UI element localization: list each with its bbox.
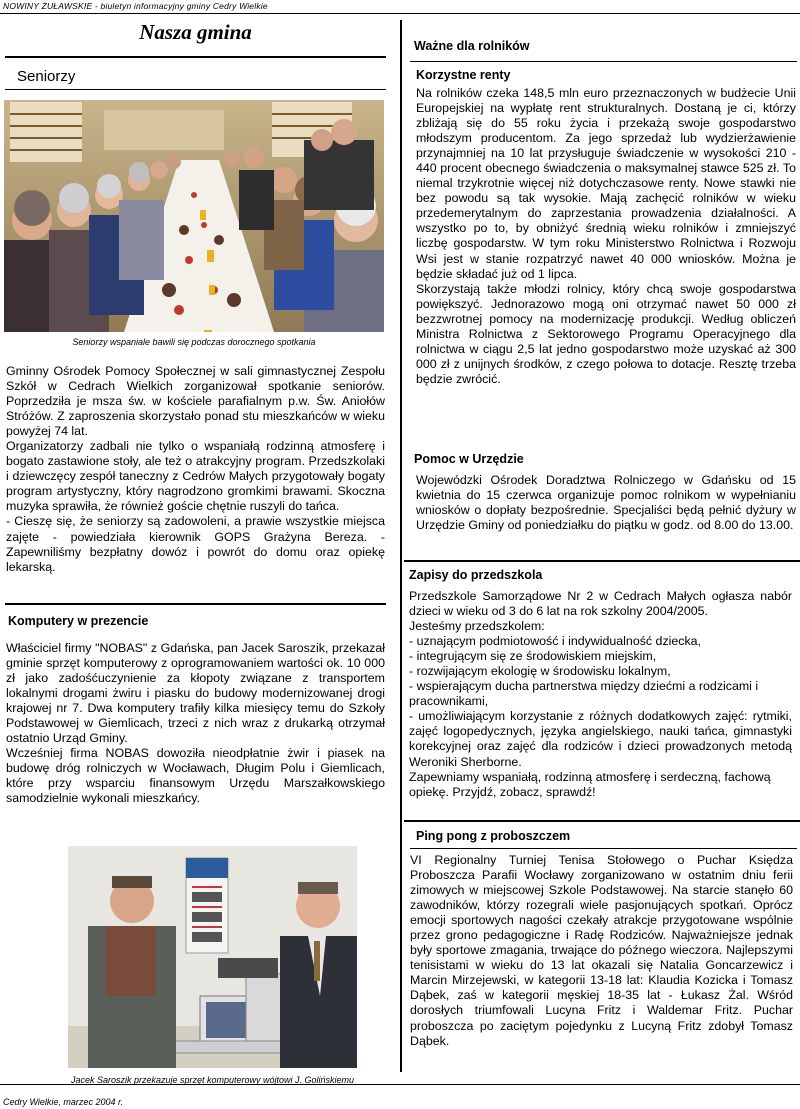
list-item: - wspierającym ducha partnerstwa między dziećmi a rodzicami i pracownikami, bbox=[409, 679, 759, 709]
article-pingpong bbox=[410, 853, 793, 1049]
section-rule-komputery bbox=[5, 603, 386, 605]
section-rule-zapisy bbox=[404, 560, 800, 562]
section-rule-pingpong bbox=[404, 820, 800, 822]
article-zapisy bbox=[409, 589, 792, 800]
heading-underline-pingpong bbox=[410, 848, 797, 849]
heading-ping-pong: Ping pong z proboszczem bbox=[416, 829, 571, 843]
header-rule bbox=[0, 13, 800, 14]
column-divider bbox=[400, 20, 402, 1072]
paragraph: Organizatorzy zadbali nie tylko o wspaniałą rodzinną atmosferę i bogato zastawione stoły, ale też o atrakcyjny program. Przedszkolaki i dziewczęcy zespół taneczny z Cedrów Małych przygotowały bogaty program artystyczny, który nagrodzono gromkimi brawami. Skoczna muzyka sprawiła, że również goście chętnie ruszyli do tańca. bbox=[6, 439, 385, 514]
heading-korzystne-renty: Korzystne renty bbox=[416, 68, 511, 82]
newsletter-header: NOWINY ŻUŁAWSKIE - biuletyn informacyjny gminy Cedry Wielkie bbox=[3, 1, 268, 11]
list-item: - rozwijającym ekologię w środowisku lokalnym, bbox=[409, 664, 671, 679]
list-intro: Jesteśmy przedszkolem: bbox=[409, 619, 545, 634]
paragraph: VI Regionalny Turniej Tenisa Stołowego o Puchar Księdza Proboszcza Parafii Wocławy zorganizowano w ostatnim dniu ferii zimowych w miejscowej Szkole Podstawowej. Na starcie stanęło 60 zawodników, którzy rozegrali wiele pasjonujących spotkań. Oprócz emocji sportowych nagości czekały atrakcje przygotowane wspólnie przez grono pedagogiczne i Radę Rodziców. Najważniejsze jednak były sportowe zmagania, trwające do późnego wieczora. Najlepszymi tenisistami w wieku do 13 lat okazali się Natalia Goncarzewicz i Marcin Mirzejewski, w kategorii 13-18 lat: Klaudia Kozicka i Tomasz Dąbek, zaś w kategorii męskiej 18-35 lat - Łukasz Żal. Wśród dorosłych triumfowali Lucyna Fritz i Waldemar Fritz. Puchar proboszcza po zaciętym pojedynku z Lucyną Fritz zdobył Tomasz Dąbek. bbox=[410, 853, 793, 1048]
seniors-meeting-photo bbox=[4, 100, 384, 332]
list-item: - uznającym podmiotowość i indywidualność dziecka, bbox=[409, 634, 702, 649]
paragraph: - Cieszę się, że seniorzy są zadowoleni, a prawie wszystkie miejsca zajęte - powiedziała kierownik GOPS Grażyna Bereza. - Zapewniliśmy bezpłatny dowóz i powrót do domu oraz opiekę lekarską. bbox=[6, 514, 385, 574]
masthead-title: Nasza gmina bbox=[139, 20, 252, 44]
paragraph: Wcześniej firma NOBAS dowoziła nieodpłatnie żwir i piasek na budowę dróg rolniczych w Wocławach, Długim Polu i Giemlicach, które przy wsparciu finansowym Urzędu Marszałkowskiego samodzielnie wykonali mieszkańcy. bbox=[6, 746, 385, 806]
heading-wazne-dla-rolnikow: Ważne dla rolników bbox=[414, 39, 530, 53]
article-pomoc bbox=[416, 473, 796, 533]
paragraph: Na rolników czeka 148,5 mln euro przeznaczonych w budżecie Unii Europejskiej na wypłatę rent strukturalnych. Dostaną je ci, którzy zbliżają się do 55 roku życia i przekażą swoje gospodarstwo młodszym producentom. Za jego sprzedaż lub wydzierżawienie przynajmniej na 10 lat przysługuje świadczenie w wysokości 210 - 440 procent obecnego świadczenia o maksymalnej stawce 525 zł. To niemal trzykrotnie więcej niż dotychczasowe renty. Nowe stawki nie bez powodu są tak wysokie. Mają zachęcić rolników w wieku przedemerytalnym do zaprzestania prowadzenia działalności. A wszystko po to, by obniżyć średnią wieku rolników i zmniejszyć liczbę gospodarstw. W tym roku Ministerstwo Rolnictwa i Rozwoju Wsi jest w stanie rozpatrzyć nawet 40 000 wniosków. Można je będzie składać już od 1 lipca. bbox=[416, 86, 796, 281]
paragraph: Właściciel firmy "NOBAS" z Gdańska, pan Jacek Saroszik, przekazał gminie sprzęt komputerowy z oprogramowaniem wartości ok. 10 000 zł jako zadośćuczynienie za kłopoty związane z transportem lokalnymi drogami żwiru i piasku do budowy modernizowanej drogi krajowej nr 7. Dwa komputery trafiły kilka miesięcy temu do Szkoły Podstawowej w Giemlicach, trzeci z nich wraz z drukarką otrzymał ostatnio Urząd Gminy. bbox=[6, 641, 385, 746]
section-rule-rolnicy bbox=[410, 61, 797, 62]
section-title-seniorzy: Seniorzy bbox=[17, 68, 76, 85]
list-item: - integrującym się ze środowiskiem miejskim, bbox=[409, 649, 657, 664]
paragraph: Gminny Ośrodek Pomocy Społecznej w sali gimnastycznej Zespołu Szkół w Cedrach Wielkich zorganizował spotkanie seniorów. Poprzedziła je msza św. w kościele parafialnym p.w. Św. Aniołów Stróżów. Z zaproszenia skorzystało ponad stu mieszkańców w wieku powyżej 74 lat. bbox=[6, 364, 385, 439]
article-komputery bbox=[6, 641, 385, 807]
masthead-rule bbox=[5, 56, 386, 58]
paragraph: Przedszkole Samorządowe Nr 2 w Cedrach Małych ogłasza nabór dzieci w wieku od 3 do 6 lat na rok szkolny 2004/2005. bbox=[409, 589, 792, 619]
article-renty bbox=[416, 86, 796, 387]
paragraph: Zapewniamy wspaniałą, rodzinną atmosferę i serdeczną, fachową opiekę. Przyjdź, zobacz, sprawdź! bbox=[409, 769, 771, 799]
article-seniorzy bbox=[6, 364, 385, 575]
heading-komputery: Komputery w prezencie bbox=[8, 614, 149, 628]
photo-caption-seniors: Seniorzy wspaniale bawili się podczas dorocznego spotkania bbox=[72, 337, 316, 347]
paragraph: Skorzystają także młodzi rolnicy, który chcą swoje gospodarstwa powiększyć. Jednorazowo mogą oni otrzymać nawet 50 000 zł bezzwrotnej pomocy na modernizację produkcji. Według obliczeń Ministra Rolnictwa z Sektorowego Programu Operacyjnego dla rolnictwa w ciągu 2,5 lat jedno gospodarstwo może uzyskać aż 300 000 zł z unijnych środków, z czego połowa to dotacje. Resztę trzeba będzie zwrócić. bbox=[416, 281, 796, 386]
heading-pomoc-w-urzedzie: Pomoc w Urzędzie bbox=[414, 452, 524, 466]
section-rule bbox=[5, 89, 386, 90]
photo-caption-handover: Jacek Saroszik przekazuje sprzęt komputerowy wójtowi J. Golińskiemu bbox=[70, 1075, 355, 1085]
computer-handover-photo bbox=[68, 846, 357, 1068]
heading-zapisy-do-przedszkola: Zapisy do przedszkola bbox=[409, 568, 543, 582]
list-item: - umożliwiającym korzystanie z różnych dodatkowych zajęć: rytmiki, zajęć logopedycznych, języka angielskiego, nauki tańca, gimnastyki korekcyjnej oraz zajęć dla rodziców i dzieci prowadzonych metodą Weroniki Sherborne. bbox=[409, 709, 792, 769]
footer-place-date: Cedry Wielkie, marzec 2004 r. bbox=[3, 1097, 124, 1107]
paragraph: Wojewódzki Ośrodek Doradztwa Rolniczego w Gdańsku od 15 kwietnia do 15 czerwca organizuje pomoc rolnikom w wypełnianiu wniosków o dopłaty bezpośrednie. Specjaliści będą pełnić dyżury w Urzędzie Gminy od poniedziałku do piątku w godz. od 8.00 do 13.00. bbox=[416, 473, 796, 533]
